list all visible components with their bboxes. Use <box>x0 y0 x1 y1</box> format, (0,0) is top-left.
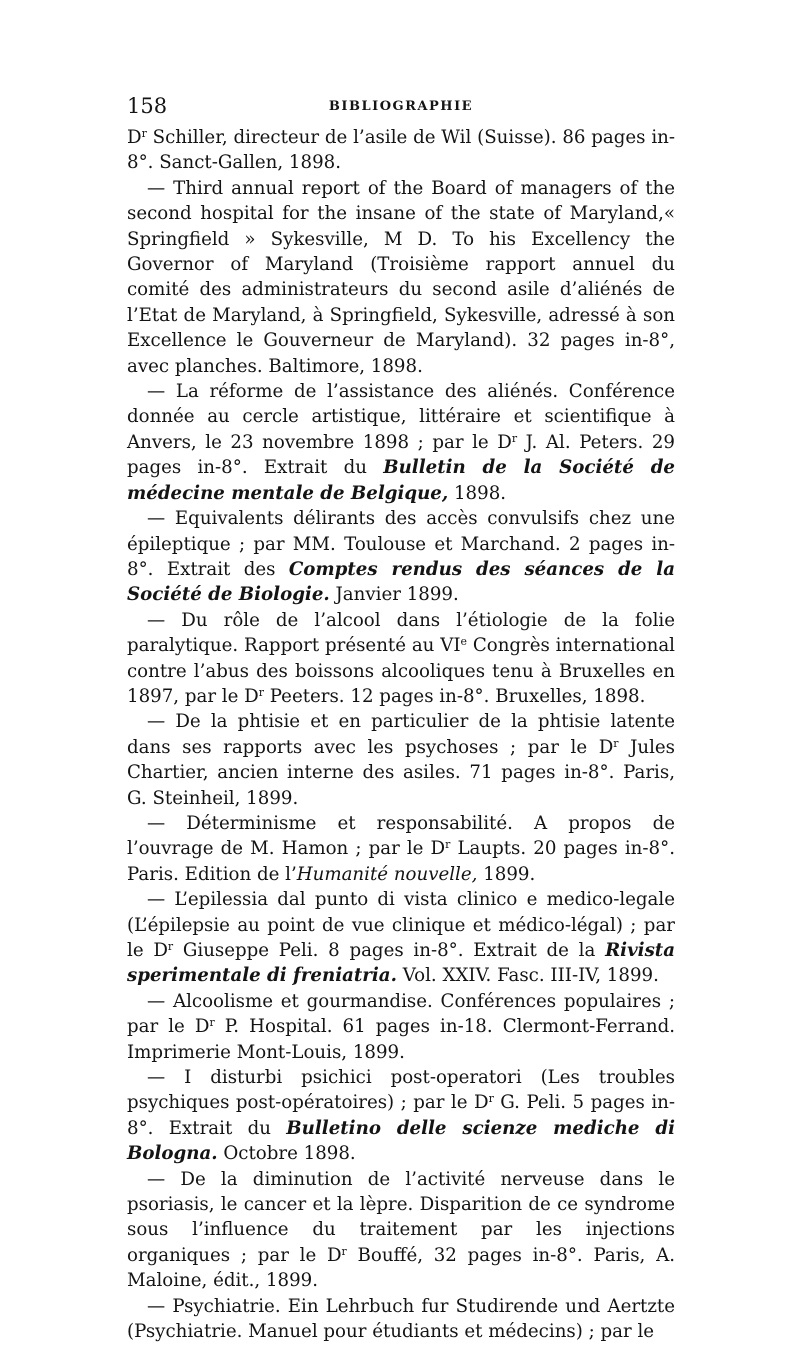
bibliography-text <box>127 125 675 1345</box>
bibliography-entry: — De la phtisie et en particulier de la phtisie latente dans ses rapports avec les psychoses ; par le $D^r$ Jules Chartier, ancien interne des asiles. 71 pages in-8°. Paris, G. Steinheil, 1899. <box>127 711 675 809</box>
page-header <box>127 93 675 119</box>
bibliography-entry: — L’epilessia dal punto di vista clinico e medico-legale (L’épilepsie au point de vue clinique et médico-légal) ; par le $D^r$ Giuseppe Peli. 8 pages in-8°. Extrait de la Rivista sperimentale di freniatria. Vol. XXIV. Fasc. III-IV, 1899. <box>127 889 675 987</box>
bibliography-entry: — Third annual report of the Board of managers of the second hospital for the insane of the state of Maryland,« Springfield » Sykesville, M D. To his Excellency the Governor of Maryland (Troisième rapport annuel du comité des administrateurs du second asile d’aliénés de l’Etat de Maryland, à Springfield, Sykesville, adressé à son Excellence le Gouverneur de Maryland). 32 pages in-8°, avec planches. Baltimore, 1898. <box>127 177 675 377</box>
journal-title: Rivista sperimentale di freniatria. <box>127 940 675 987</box>
journal-title: Bulletino delle scienze mediche di Bologna. <box>127 1117 675 1165</box>
running-head: BIBLIOGRAPHIE <box>328 99 474 114</box>
bibliography-entry: — Alcoolisme et gourmandise. Conférences populaires ; par le $D^r$ P. Hospital. 61 pages in-18. Clermont-Ferrand. Imprimerie Mont-Louis, 1899. <box>127 990 676 1063</box>
bibliography-entry: — I disturbi psichici post-operatori (Les troubles psychiques post-opératoires) ; par le $D^r$ G. Peli. 5 pages in-8°. Extrait du Bulletino delle scienze mediche di Bologna. Octobre 1898. <box>127 1067 676 1165</box>
bibliography-entry: — Déterminisme et responsabilité. A propos de l’ouvrage de M. Hamon ; par le $D^r$ Laupts. 20 pages in-8°. Paris. Edition de l’Humanité nouvelle, 1899. <box>127 812 675 885</box>
journal-title: Bulletin de la Société de médecine mentale de Belgique, <box>127 457 675 504</box>
bibliography-entry: — Du rôle de l’alcool dans l’étiologie de la folie paralytique. Rapport présenté au VIe Congrès international contre l’abus des boissons alcooliques tenu à Bruxelles en 1897, par le $D^r$ Peeters. 12 pages in-8°. Bruxelles, 1898. <box>127 609 675 707</box>
journal-title: Humanité nouvelle, <box>296 863 478 885</box>
journal-title: Comptes rendus des séances de la Société de Biologie. <box>127 558 675 606</box>
bibliography-entry: — De la diminution de l’activité nerveuse dans le psoriasis, le cancer et la lèpre. Disparition de ce syndrome sous l’influence du traitement par les injections organiques ; par le $D^r$ Bouffé, 32 pages in-8°. Paris, A. Maloine, édit., 1899. <box>127 1168 675 1292</box>
bibliography-entry: $D^r$ Schiller, directeur de l’asile de Wil (Suisse). 86 pages in-8°. Sanct-Gallen, 1898. <box>127 127 675 174</box>
bibliography-entry: — Equivalents délirants des accès convulsifs chez une épileptique ; par MM. Toulouse et Marchand. 2 pages in-8°. Extrait des Comptes rendus des séances de la Société de Biologie. Janvier 1899. <box>127 508 675 606</box>
bibliography-entry: — La réforme de l’assistance des aliénés. Conférence donnée au cercle artistique, littéraire et scientifique à Anvers, le 23 novembre 1898 ; par le $D^r$ J. Al. Peters. 29 pages in-8°. Extrait du Bulletin de la Société de médecine mentale de Belgique, 1898. <box>127 381 675 504</box>
page-number: 158 <box>127 94 168 118</box>
bibliography-entry: — Psychiatrie. Ein Lehrbuch fur Studirende und Aertzte (Psychiatrie. Manuel pour étudiants et médecins) ; par le <box>127 1295 675 1343</box>
